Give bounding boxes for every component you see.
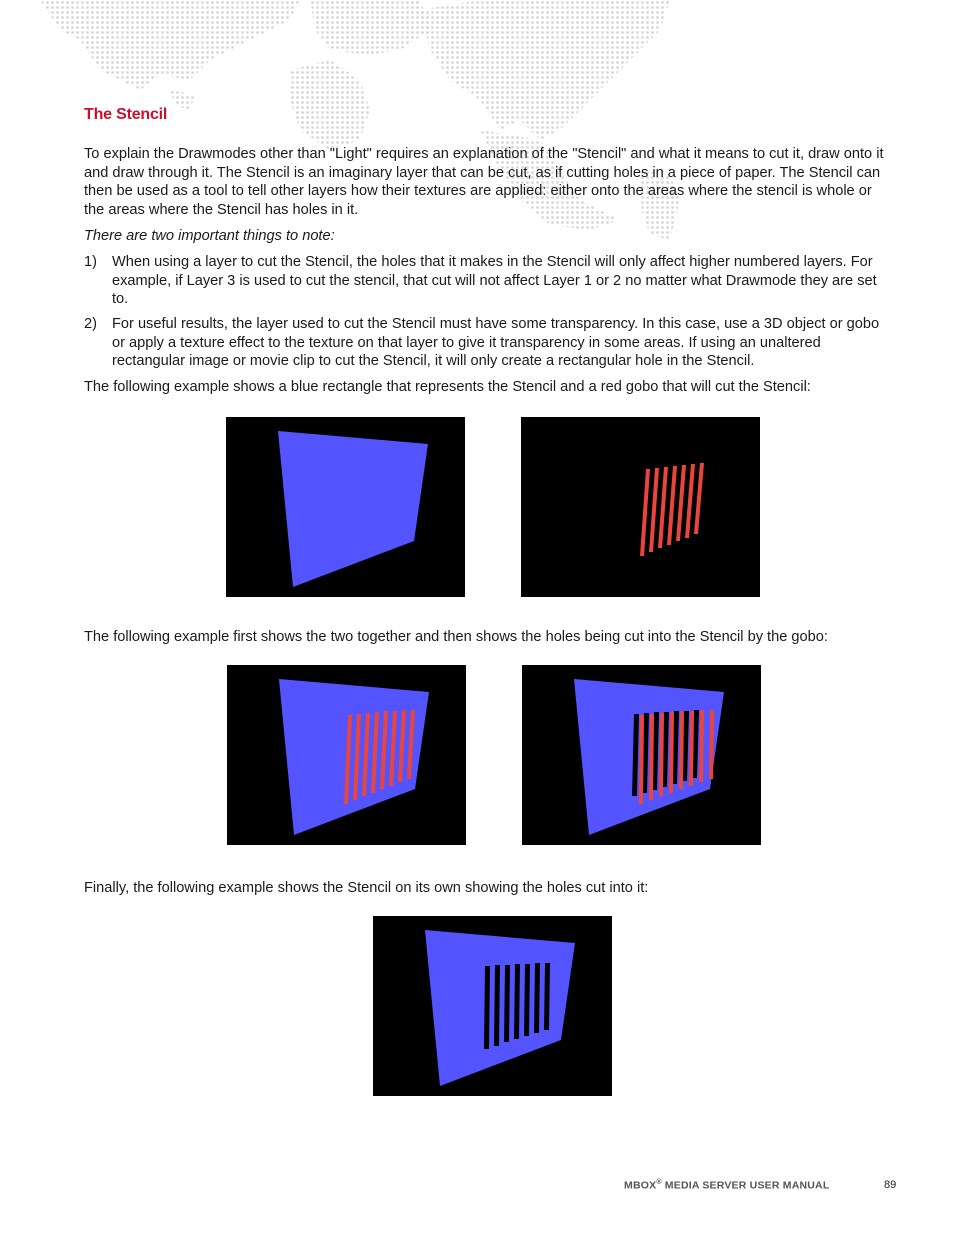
example1-paragraph: The following example shows a blue rectangle that represents the Stencil and a red gobo that will cut the Stencil:	[84, 379, 811, 395]
footer-title-rest: MEDIA SERVER USER MANUAL	[661, 1179, 830, 1192]
list-item-text: For useful results, the layer used to cut the Stencil must have some transparency. In this case, use a 3D object or gobo or apply a texture effect to the texture on that layer to give it transparency in some areas. If using an unaltered rectangular image or movie clip to cut the Stencil, it will only create a rectangular hole in the Stencil.	[112, 316, 880, 370]
figure-combined	[227, 665, 466, 845]
intro-paragraph: To explain the Drawmodes other than "Light" requires an explanation of the "Stencil" and what it means to cut it, draw onto it and draw through it. The Stencil is an imaginary layer that can be cut, as if cutting holes in a piece of paper. The Stencil can then be used as a tool to tell other layers how their textures are applied: either onto the areas where the stencil is whole or the areas where the Stencil has holes in it.	[84, 146, 884, 218]
list-item-number: 2)	[84, 316, 97, 332]
list-item-number: 1)	[84, 254, 97, 270]
page-number: 89	[884, 1179, 897, 1191]
footer-title-brand: MBOX	[624, 1179, 657, 1192]
example2-paragraph: The following example first shows the two together and then shows the holes being cut into the Stencil by the gobo:	[84, 629, 828, 645]
figure-stencil-blue	[226, 417, 465, 597]
registered-mark: ®	[656, 1179, 662, 1186]
section-heading: The Stencil	[84, 106, 168, 123]
figure-holes-being-cut	[522, 665, 761, 845]
list-item-text: When using a layer to cut the Stencil, the holes that it makes in the Stencil will only affect higher numbered layers. For example, if Layer 3 is used to cut the stencil, that cut will not affect Layer 1 or 2 no matter what Drawmode they are set to.	[112, 254, 877, 308]
figure-stencil-with-holes	[373, 916, 612, 1096]
note-paragraph: There are two important things to note:	[84, 228, 335, 244]
figure-gobo-red	[521, 417, 760, 597]
footer-manual-title	[624, 1179, 829, 1192]
example3-paragraph: Finally, the following example shows the Stencil on its own showing the holes cut into it:	[84, 880, 649, 896]
